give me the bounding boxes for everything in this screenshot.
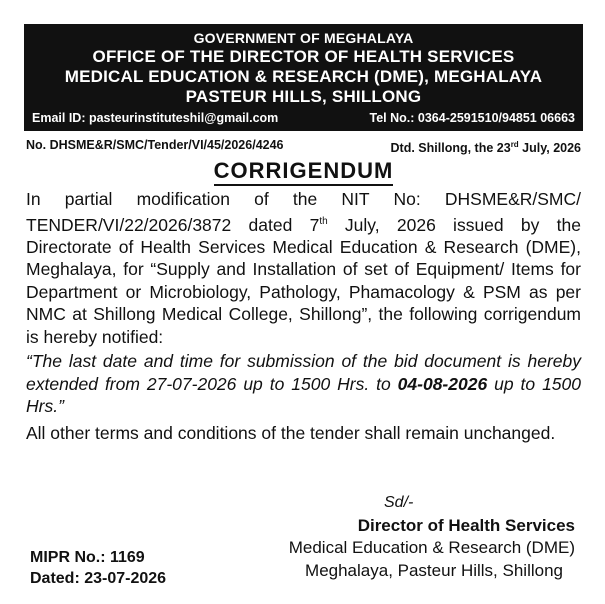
- notice-part-2: up to 1500 Hrs.”: [26, 373, 581, 417]
- reference-date-sup: rd: [510, 140, 519, 149]
- email-text: Email ID: pasteurinstituteshil@gmail.com: [32, 111, 279, 125]
- signatory-department: Medical Education & Research (DME): [288, 538, 575, 557]
- reference-number: No. DHSME&R/SMC/Tender/VI/45/2026/4246: [26, 138, 284, 152]
- notice-new-date: 04-08-2026: [397, 373, 488, 394]
- signatory-address: Meghalaya, Pasteur Hills, Shillong: [305, 561, 563, 580]
- body-part-2: July, 2026 issued by the Directorate of Health Services Medical Education & Research (DME), Meghalaya, for “Supply and Installation of set of Equipment/ Items for Department or Microbiology, Pathology, Phamacology & PSM as per NMC at Shillong Medical College, Shillong”, the following corrigendum is hereby notified:: [26, 214, 581, 347]
- notice-frame: [24, 24, 583, 588]
- reference-line: [24, 131, 583, 156]
- office-line-2: MEDICAL EDUCATION & RESEARCH (DME), MEGHALAYA: [64, 67, 543, 86]
- phone-text: Tel No.: 0364-2591510/94851 06663: [369, 111, 575, 125]
- office-line-1: OFFICE OF THE DIRECTOR OF HEALTH SERVICES: [92, 47, 515, 66]
- mipr-block: [30, 547, 166, 589]
- title-text: CORRIGENDUM: [214, 158, 394, 186]
- notice-part-1: “The last date and time for submission of the bid document is hereby extended from 27-07-2026 up to 1500 Hrs. to: [26, 351, 581, 394]
- reference-date-prefix: Dtd. Shillong, the 23: [390, 141, 511, 156]
- reference-date: [391, 137, 581, 156]
- extension-notice: [24, 350, 583, 418]
- body-paragraph: [24, 188, 583, 348]
- signature-sd: Sd/-: [384, 494, 414, 511]
- mipr-dated: Dated: 23-07-2026: [30, 570, 167, 587]
- body-part-1: In partial modification of the NIT No: DHSME&R/SMC/ TENDER/VI/22/2026/3872 dated 7: [26, 189, 581, 235]
- mipr-number: MIPR No.: 1169: [30, 549, 145, 566]
- reference-date-suffix: July, 2026: [518, 141, 581, 156]
- body-sup: th: [319, 215, 328, 227]
- corrigendum-title: [24, 159, 583, 183]
- contact-line: [30, 107, 577, 127]
- other-terms: All other terms and conditions of the tender shall remain unchanged.: [26, 422, 556, 443]
- signatory-designation: Director of Health Services: [357, 516, 575, 535]
- header-banner: [24, 24, 583, 131]
- office-line-3: PASTEUR HILLS, SHILLONG: [185, 87, 422, 106]
- government-title: GOVERNMENT OF MEGHALAYA: [193, 30, 414, 46]
